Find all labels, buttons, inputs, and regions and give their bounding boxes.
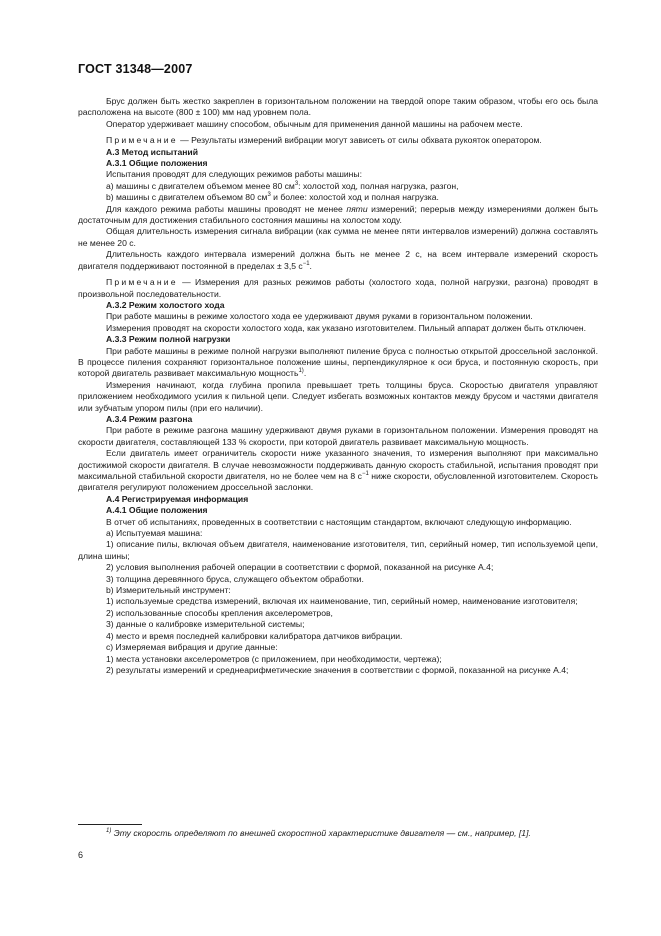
list-item-text: а) машины с двигателем объемом менее 80 см — [106, 180, 295, 191]
list-item: с) Измеряемая вибрация и другие данные: — [106, 642, 278, 653]
list-item: 4) место и время последней калибровки калибратора датчиков вибрации. — [106, 630, 403, 641]
list-item: 1) описание пилы, включая объем двигателя, наименование изготовителя, тип, серийный номер, тип используемой цепи, длина шины; — [78, 539, 598, 561]
paragraph-text: Длительность каждого интервала измерений должна быть не менее 2 с, на всем интервале измерений скорость двигателя поддерживают постоянной в пределах ± 3,5 с — [78, 249, 598, 271]
subsection-heading: А.4.1 Общие положения — [106, 505, 208, 516]
list-item: а) Испытуемая машина: — [106, 528, 203, 539]
note-text: — Измерения для разных режимов работы (холостого хода, полной нагрузки, разгона) проводят в произвольной последовательности. — [78, 277, 598, 299]
list-item: 3) толщина деревянного бруса, служащего объектом обработки. — [106, 573, 364, 584]
note-text: — Результаты измерений вибрации могут зависеть от силы обхвата рукояток оператором. — [177, 135, 542, 146]
note-label: Примечание — [106, 135, 178, 146]
footnote-ref: 1) — [298, 368, 304, 375]
paragraph: Брус должен быть жестко закреплен в горизонтальном положении на твердой опоре таким образом, чтобы его ось была расположена на высоте (800 ± 100) мм над уровнем пола. — [78, 96, 598, 118]
paragraph: При работе в режиме разгона машину удерживают двумя руками в горизонтальном положении. Измерения проводят на скорости двигателя, составляющей 133 % скорости, при которой двигатель развивает максимальную мощность. — [78, 425, 598, 447]
paragraph: Испытания проводят для следующих режимов работы машины: — [106, 169, 362, 180]
section-heading: А.3 Метод испытаний — [106, 146, 198, 157]
subsection-heading: А.3.3 Режим полной нагрузки — [106, 334, 231, 345]
emphasis: пяти — [346, 203, 368, 214]
page-content — [78, 96, 598, 676]
paragraph: Оператор удерживает машину способом, обычным для применения данной машины на рабочем месте. — [106, 118, 523, 129]
note — [78, 135, 598, 146]
paragraph: При работе машины в режиме холостого хода ее удерживают двумя руками в горизонтальном положении. — [106, 311, 533, 322]
paragraph: Измерения проводят на скорости холостого хода, как указано изготовителем. Пильный аппарат должен быть отключен. — [106, 322, 586, 333]
subsection-heading: А.3.1 Общие положения — [106, 158, 208, 169]
paragraph — [78, 448, 598, 494]
page-number: 6 — [78, 850, 84, 860]
list-item — [78, 181, 598, 192]
subsection-heading: А.3.2 Режим холостого хода — [106, 299, 225, 310]
paragraph-text: . — [303, 368, 307, 379]
list-item: 1) используемые средства измерений, включая их наименование, тип, серийный номер, наименование изготовителя; — [106, 596, 578, 607]
footnote-divider — [78, 824, 142, 825]
paragraph — [78, 204, 598, 227]
list-item-text: : холостой ход, полная нагрузка, разгон, — [298, 180, 459, 191]
list-item: b) Измерительный инструмент: — [106, 585, 231, 596]
paragraph-text: При работе машины в режиме полной нагрузки выполняют пиление бруса с полностью открытой дроссельной заслонкой. В процессе пиления сохраняют горизонтальное положение шины, перпендикулярное к оси бруса, и постоянную скорость, при которой двигатель развивает максимальную мощность — [78, 345, 598, 379]
footnote-text: Эту скорость определяют по внешней скоростной характеристике двигателя — см., например, [1]. — [111, 828, 531, 838]
footnote — [106, 828, 606, 839]
paragraph-text: Если двигатель имеет ограничитель скорости ниже указанного значения, то измерения выполняют при максимально достижимой скорости двигателя. В случае невозможности поддерживать данную скорость стабильной, испытания проводят при максимальной стабильной скорости двигателя, но не более чем на 8 с — [78, 448, 598, 481]
list-item-text: и более: холостой ход и полная нагрузка. — [270, 192, 439, 203]
paragraph-text: . — [309, 260, 312, 271]
paragraph-text: Для каждого режима работы машины проводят не менее — [106, 203, 347, 214]
paragraph: Общая длительность измерения сигнала вибрации (как сумма не менее пяти интервалов измерений) должна составлять не менее 20 с. — [78, 226, 598, 248]
list-item: 2) результаты измерений и среднеарифметические значения в соответствии с формой, показанной на рисунке А.4; — [106, 664, 569, 675]
superscript: 3 — [267, 192, 271, 199]
paragraph: Измерения начинают, когда глубина пропила превышает треть толщины бруса. Скоростью двигателя управляют приложением необходимого усилия к пильной цепи. Следует избегать возможных контактов между брусом и частями двигателя или зубчатым упором пилы (при его наличии). — [78, 379, 598, 413]
superscript: −1 — [302, 260, 310, 267]
paragraph — [78, 346, 598, 380]
list-item: 1) места установки акселерометров (с приложением, при необходимости, чертежа); — [106, 653, 442, 664]
paragraph: В отчет об испытаниях, проведенных в соответствии с настоящим стандартом, включают следующую информацию. — [106, 516, 572, 527]
footnote-mark: 1) — [106, 828, 112, 835]
superscript: 3 — [294, 180, 299, 187]
subsection-heading: А.3.4 Режим разгона — [106, 413, 193, 424]
note-label: Примечание — [106, 277, 178, 288]
note — [78, 277, 598, 300]
paragraph-text: измерений; перерыв между измерениями должен быть достаточным для достижения стабильного состояния машины на холостом ходу. — [78, 203, 598, 226]
list-item-text: b) машины с двигателем объемом 80 см — [106, 192, 268, 203]
list-item: 3) данные о калибровке измерительной системы; — [106, 619, 305, 630]
list-item: 2) условия выполнения рабочей операции в соответствии с формой, показанной на рисунке А.4; — [106, 562, 494, 573]
paragraph-text: ниже скорости, обусловленной изготовителем. Скорость двигателя регулируют положением дроссельной заслонки. — [78, 471, 598, 493]
paragraph — [78, 249, 598, 272]
list-item: 2) использованные способы крепления акселерометров, — [106, 607, 333, 618]
page-header-title: ГОСТ 31348—2007 — [78, 62, 193, 76]
superscript: −1 — [361, 471, 369, 478]
section-heading: А.4 Регистрируемая информация — [106, 493, 249, 504]
list-item — [78, 192, 598, 203]
